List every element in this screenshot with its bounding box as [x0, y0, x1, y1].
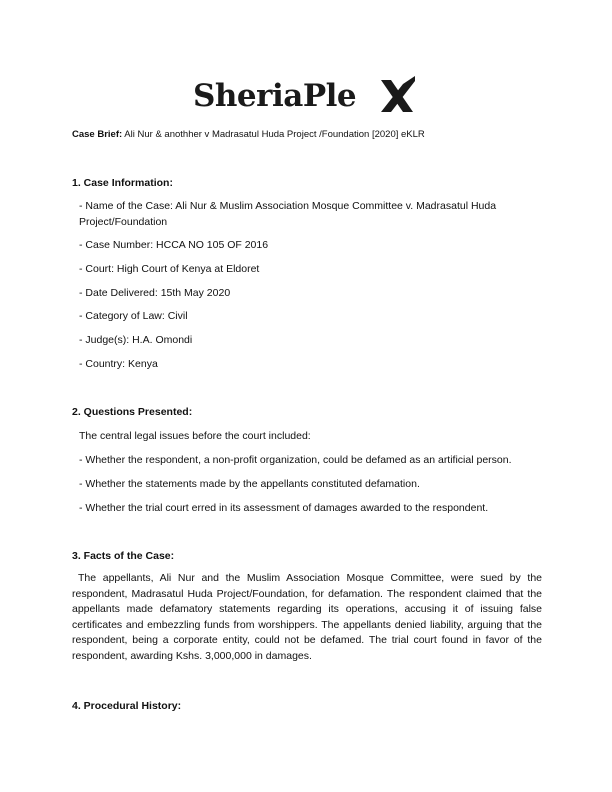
section-heading-procedural-history: 4. Procedural History:	[72, 700, 182, 712]
case-brief-title	[72, 129, 425, 140]
date-delivered-line: - Date Delivered: 15th May 2020	[79, 287, 231, 299]
case-brief-text: Ali Nur & anothher v Madrasatul Huda Project /Foundation [2020] eKLR	[124, 129, 425, 140]
court-line: - Court: High Court of Kenya at Eldoret	[79, 263, 260, 275]
sheriaplex-logo	[193, 74, 423, 120]
case-brief-label: Case Brief:	[72, 129, 123, 140]
questions-intro: The central legal issues before the court included:	[79, 430, 311, 442]
question-item: - Whether the trial court erred in its assessment of damages awarded to the respondent.	[79, 502, 489, 514]
case-name-line: - Name of the Case: Ali Nur & Muslim Association Mosque Committee v. Madrasatul Huda Project/Foundation	[79, 200, 497, 228]
section-heading-questions: 2. Questions Presented:	[72, 406, 193, 418]
question-item: - Whether the statements made by the appellants constituted defamation.	[79, 478, 420, 490]
judges-line: - Judge(s): H.A. Omondi	[79, 334, 193, 346]
logo-wordmark: SheriaPle	[193, 78, 357, 114]
facts-paragraph: The appellants, Ali Nur and the Muslim Association Mosque Committee, were sued by the respondent, Madrasatul Huda Project/Foundation, for defamation. The respondent claimed that the appellants made defamatory statements regarding its operations, accusing it of issuing false certificates and embezzling funds from worshippers. The appellants denied liability, arguing that the respondent, being a corporate entity, could not be defamed. The trial court found in favor of the respondent, awarding Kshs. 3,000,000 in damages.	[72, 572, 542, 662]
case-number-line: - Case Number: HCCA NO 105 OF 2016	[79, 239, 269, 251]
category-line: - Category of Law: Civil	[79, 310, 188, 322]
country-line: - Country: Kenya	[79, 358, 158, 370]
question-item: - Whether the respondent, a non-profit organization, could be defamed as an artificial person.	[79, 454, 512, 466]
section-heading-facts: 3. Facts of the Case:	[72, 550, 175, 562]
logo-x-mark-icon	[377, 74, 417, 116]
section-heading-case-information: 1. Case Information:	[72, 177, 173, 189]
